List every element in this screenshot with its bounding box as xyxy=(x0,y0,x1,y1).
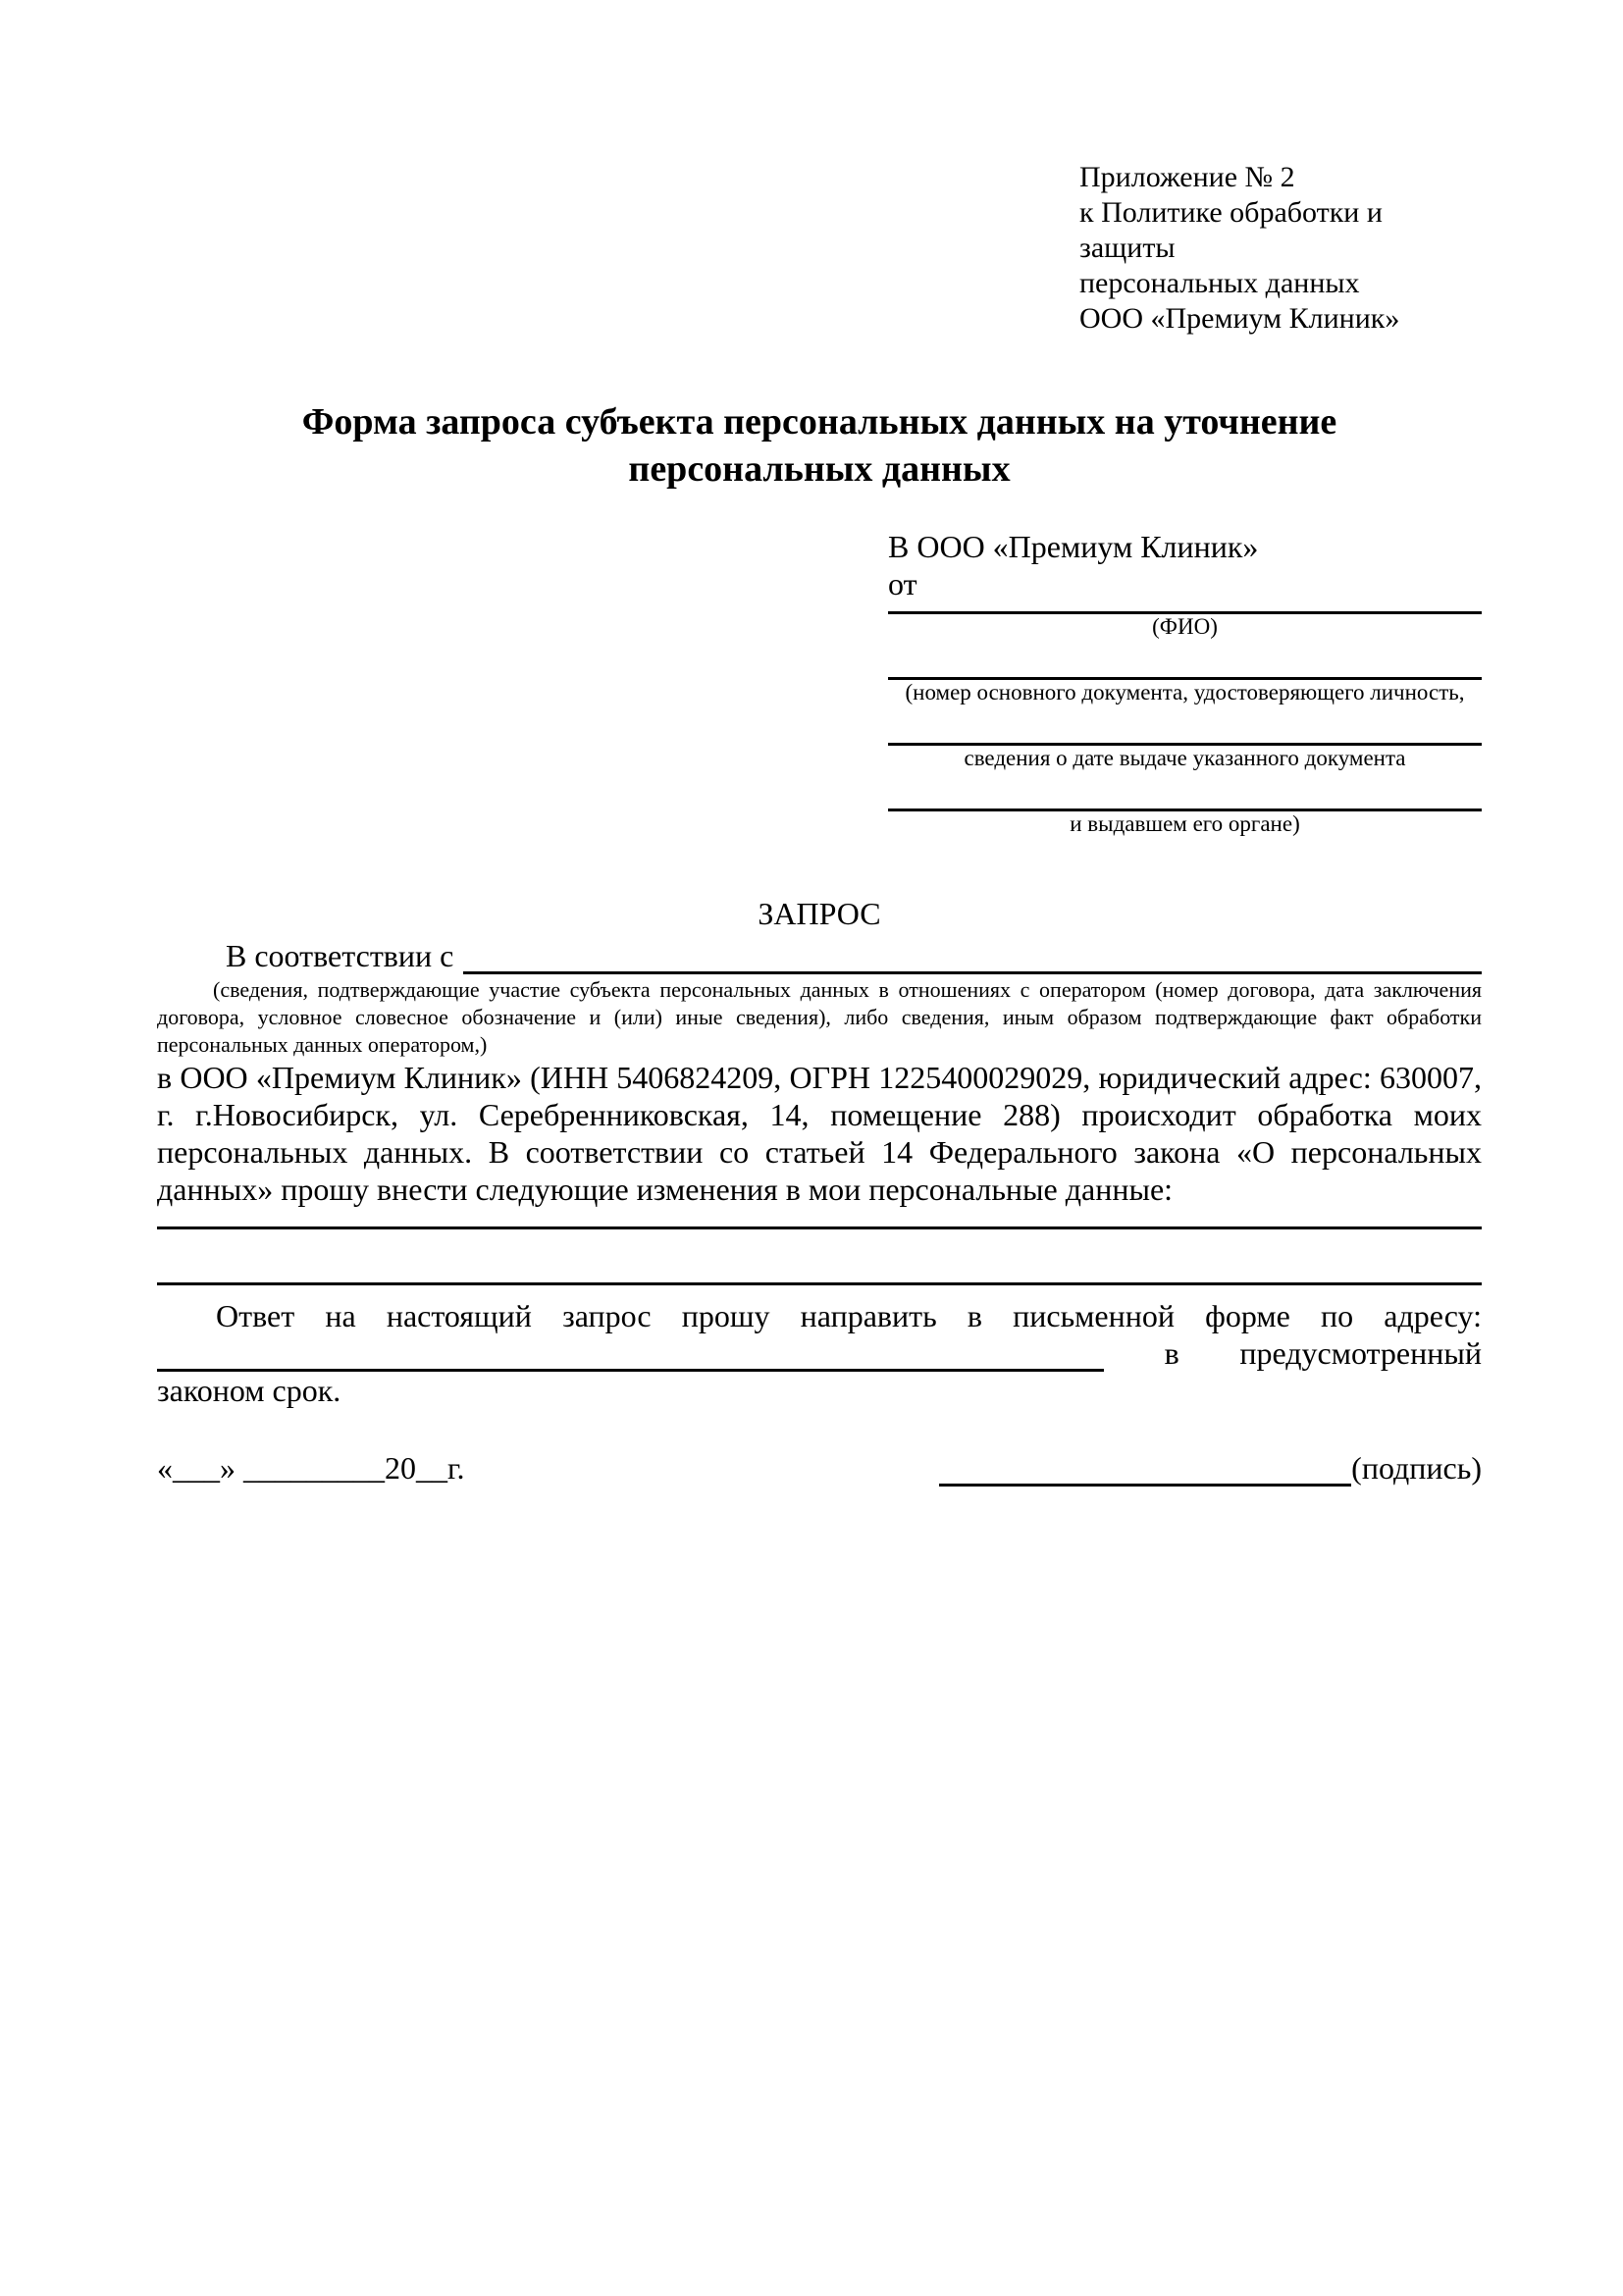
issuing-authority-caption: и выдавшем его органе) xyxy=(1070,811,1300,836)
appendix-note-line: ООО «Премиум Клиник» xyxy=(1079,302,1400,335)
from-label: от xyxy=(888,566,917,601)
legal-basis-prefix: В соответствии с xyxy=(226,938,454,973)
request-body-paragraph: в ООО «Премиум Клиник» (ИНН 5406824209, ОГРН 1225400029029, юридический адрес: 630007, г. г.Новосибирск, ул. Серебренниковская, 14, помещение 288) происходит обработка моих персональных данных. В соответствии со статьей 14 Федерального закона «О персональных данных» прошу внести следующие изменения в мои персональные данные: xyxy=(157,1060,1482,1207)
address-blank-line[interactable] xyxy=(157,1334,1104,1372)
signature-blank-line[interactable] xyxy=(939,1449,1351,1487)
date-blank-line[interactable]: «___» _________20__г. xyxy=(157,1450,465,1486)
reply-paragraph xyxy=(157,1297,1482,1409)
addressee-block xyxy=(888,528,1482,837)
appendix-note-line: к Политике обработки и защиты xyxy=(1079,196,1383,264)
appendix-note-line: персональных данных xyxy=(1079,267,1360,299)
fio-caption: (ФИО) xyxy=(1152,614,1218,639)
reply-word-predusmotrenny: предусмотренный xyxy=(1239,1335,1482,1371)
reply-word-in: в xyxy=(1164,1335,1179,1371)
signature-caption: (подпись) xyxy=(1351,1450,1482,1486)
appendix-note-line: Приложение № 2 xyxy=(1079,161,1295,193)
issue-date-caption: сведения о дате выдаче указанного документа xyxy=(964,746,1406,770)
changes-blank-line-2[interactable] xyxy=(157,1229,1482,1285)
legal-basis-line xyxy=(157,937,1482,974)
changes-blank-line-1[interactable] xyxy=(157,1208,1482,1229)
request-heading: ЗАПРОС xyxy=(758,896,881,931)
fine-print-note: (сведения, подтверждающие участие субъекта персональных данных в отношениях с оператором (номер договора, дата заключения договора, условное словесное обозначение и (или) иные сведения), либо сведения, иным образом подтверждающие факт обработки персональных данных оператором,) xyxy=(157,977,1482,1057)
signature-block xyxy=(939,1449,1482,1487)
legal-basis-blank-line[interactable] xyxy=(463,937,1482,974)
recipient-line: В ООО «Премиум Клиник» xyxy=(888,529,1259,564)
reply-line-2 xyxy=(157,1334,1482,1372)
footer-row xyxy=(157,1449,1482,1487)
appendix-note xyxy=(1079,160,1482,337)
reply-line-1: Ответ на настоящий запрос прошу направить в письменной форме по адресу: xyxy=(216,1298,1482,1333)
document-number-caption: (номер основного документа, удостоверяющего личность, xyxy=(905,680,1465,704)
form-title: Форма запроса субъекта персональных данных на уточнение персональных данных xyxy=(301,401,1337,490)
reply-line-3: законом срок. xyxy=(157,1373,341,1408)
